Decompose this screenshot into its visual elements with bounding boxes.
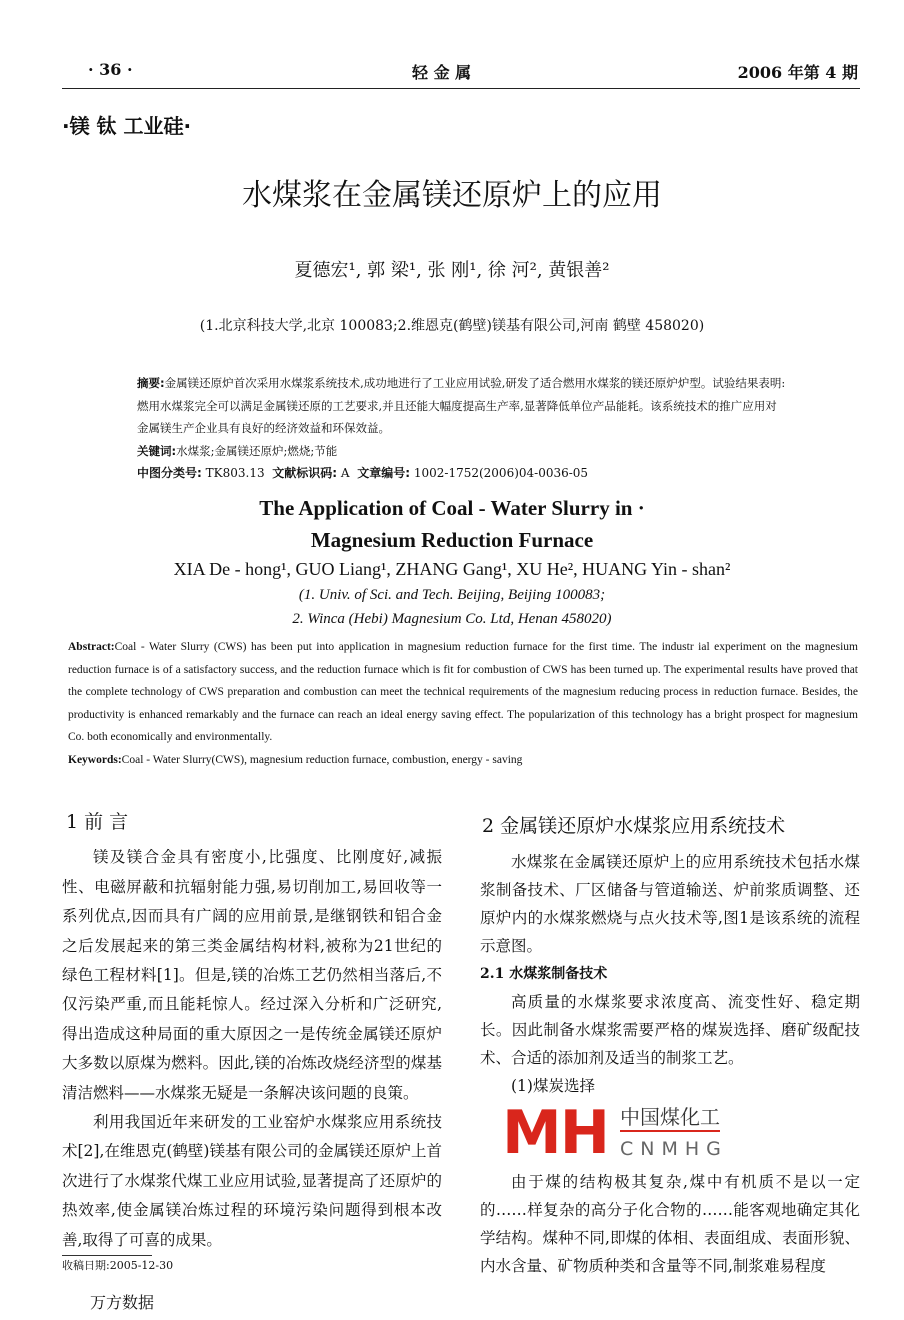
section-2-heading: 2 金属镁还原炉水煤浆应用系统技术 (482, 815, 786, 837)
left-column (62, 808, 442, 1318)
watermark-mark: MH (502, 1098, 608, 1168)
list-item-heading: (1)煤炭选择 (511, 1077, 595, 1095)
title-en-2: Magnesium Reduction Furnace (310, 528, 594, 552)
abstract-en-label: Abstract: (68, 641, 115, 653)
paragraph: 由于煤的结构极其复杂,煤中有机质不是以一定的……样复杂的高分子化合物的……能客观地确定其化学结构。煤种不同,即煤的体相、表面组成、表面形貌、内水含量、矿物质种类和含量等不同,制浆难易程度 (480, 1173, 860, 1275)
subsection-2-1-heading: 2.1 水煤浆制备技术 (480, 966, 608, 982)
affiliation-cn: (1.北京科技大学,北京 100083;2.维恩克(鹤壁)镁基有限公司,河南 鹤壁 458020) (199, 318, 705, 334)
abstract-label: 摘要: (137, 376, 165, 390)
paragraph: 利用我国近年来研发的工业窑炉水煤浆应用系统技术[2],在维恩克(鹤壁)镁基有限公司的金属镁还原炉上首次进行了水煤浆代煤工业应用试验,显著提高了还原炉的热效率,使金属镁冶炼过程的环境污染问题得到根本改善,取得了可喜的成果。 (62, 1113, 442, 1249)
paragraph: 高质量的水煤浆要求浓度高、流变性好、稳定期长。因此制备水煤浆需要严格的煤炭选择、磨矿级配技术、合适的添加剂及适当的制浆工艺。 (480, 993, 860, 1067)
abstract-cn (137, 372, 787, 485)
article-number: 1002-1752(2006)04-0036-05 (413, 466, 589, 480)
received-date: 收稿日期:2005-12-30 (62, 1255, 152, 1274)
keywords-text: 水煤浆;金属镁还原炉;燃烧;节能 (176, 443, 338, 458)
paragraph: 镁及镁合金具有密度小,比强度、比刚度好,减振性、电磁屏蔽和抗辐射能力强,易切削加工,易回收等一系列优点,因而具有广阔的应用前景,是继钢铁和铝合金之后发展起来的第三类金属结构材料,被称为21世纪的绿色工程材料[1]。但是,镁的冶炼工艺仍然相当落后,不仅污染严重,而且能耗惊人。经过深入分析和广泛研究,得出造成这种局面的重大原因之一是传统金属镁还原炉大多数以原煤为燃料。因此,镁的冶炼改烧经济型的煤基清洁燃料——水煤浆无疑是一条解决该问题的良策。 (62, 848, 442, 1102)
header-rule (62, 88, 860, 89)
watermark-cn: 中国煤化工 (620, 1104, 720, 1132)
journal-name: 轻 金 属 (412, 63, 472, 82)
authors-cn: 夏德宏¹, 郭 梁¹, 张 刚¹, 徐 河², 黄银善² (294, 260, 610, 281)
keywords-en-text: Coal - Water Slurry(CWS), magnesium reduction furnace, combustion, energy - saving (121, 753, 523, 766)
authors-en: XIA De - hong¹, GUO Liang¹, ZHANG Gang¹, XU He², HUANG Yin - shan² (173, 559, 731, 579)
affiliation-en-2: 2. Winca (Hebi) Magnesium Co. Ltd, Henan 458020) (292, 611, 612, 627)
paragraph: 水煤浆在金属镁还原炉上的应用系统技术包括水煤浆制备技术、厂区储备与管道输送、炉前浆质调整、还原炉内的水煤浆燃烧与点火技术等,图1是该系统的流程示意图。 (480, 853, 860, 955)
keywords-label: 关键词: (137, 443, 177, 458)
clc: TK803.13 (205, 466, 265, 480)
art-label: 文章编号: (357, 466, 411, 480)
section-tag: ·镁 钛 工业硅· (62, 114, 192, 138)
clc-label: 中图分类号: (137, 466, 202, 480)
right-column (480, 812, 860, 1280)
title-en-1: The Application of Coal - Water Slurry in · (259, 496, 645, 520)
watermark-en: CNMHG (620, 1138, 728, 1160)
doc-code: A (340, 466, 350, 480)
page-number: · 36 · (88, 60, 133, 79)
issue: 2006 年第 4 期 (737, 63, 858, 82)
abstract-text: 金属镁还原炉首次采用水煤浆系统技术,成功地进行了工业应用试验,研发了适合燃用水煤浆的镁还原炉炉型。试验结果表明:燃用水煤浆完全可以满足金属镁还原的工艺要求,并且还能大幅度提高生产率,显著降低单位产品能耗。该系统技术的推广应用对金属镁生产企业具有良好的经济效益和环保效益。 (137, 376, 786, 435)
doc-label: 文献标识码: (272, 466, 338, 480)
keywords-en-label: Keywords: (68, 753, 122, 766)
abstract-en (68, 636, 858, 771)
watermark-logo (502, 1098, 772, 1168)
title-cn: 水煤浆在金属镁还原炉上的应用 (242, 178, 662, 213)
abstract-en-text: Coal - Water Slurry (CWS) has been put into application in magnesium reduction furnace for the first time. The industr ial experiment on the magnesium reduction furnace is of a satisfactory success, and the reduction furnace which is fit for combustion of CWS has been turned up. The experimental results have proved that the complete technology of CWS preparation and combustion can meet the technical requirements of the magnesium reducing process in reduction furnace. Besides, the productivity is enhanced remarkably and the furnace can reach an ideal energy saving effect. The popularization of this technology has a bright prospect for magnesium Co. both economically and environmentally. (68, 641, 858, 743)
footer-wanfang: 万方数据 (90, 1293, 155, 1313)
section-1-heading: 1 前 言 (66, 811, 129, 833)
affiliation-en-1: (1. Univ. of Sci. and Tech. Beijing, Beijing 100083; (298, 587, 606, 603)
